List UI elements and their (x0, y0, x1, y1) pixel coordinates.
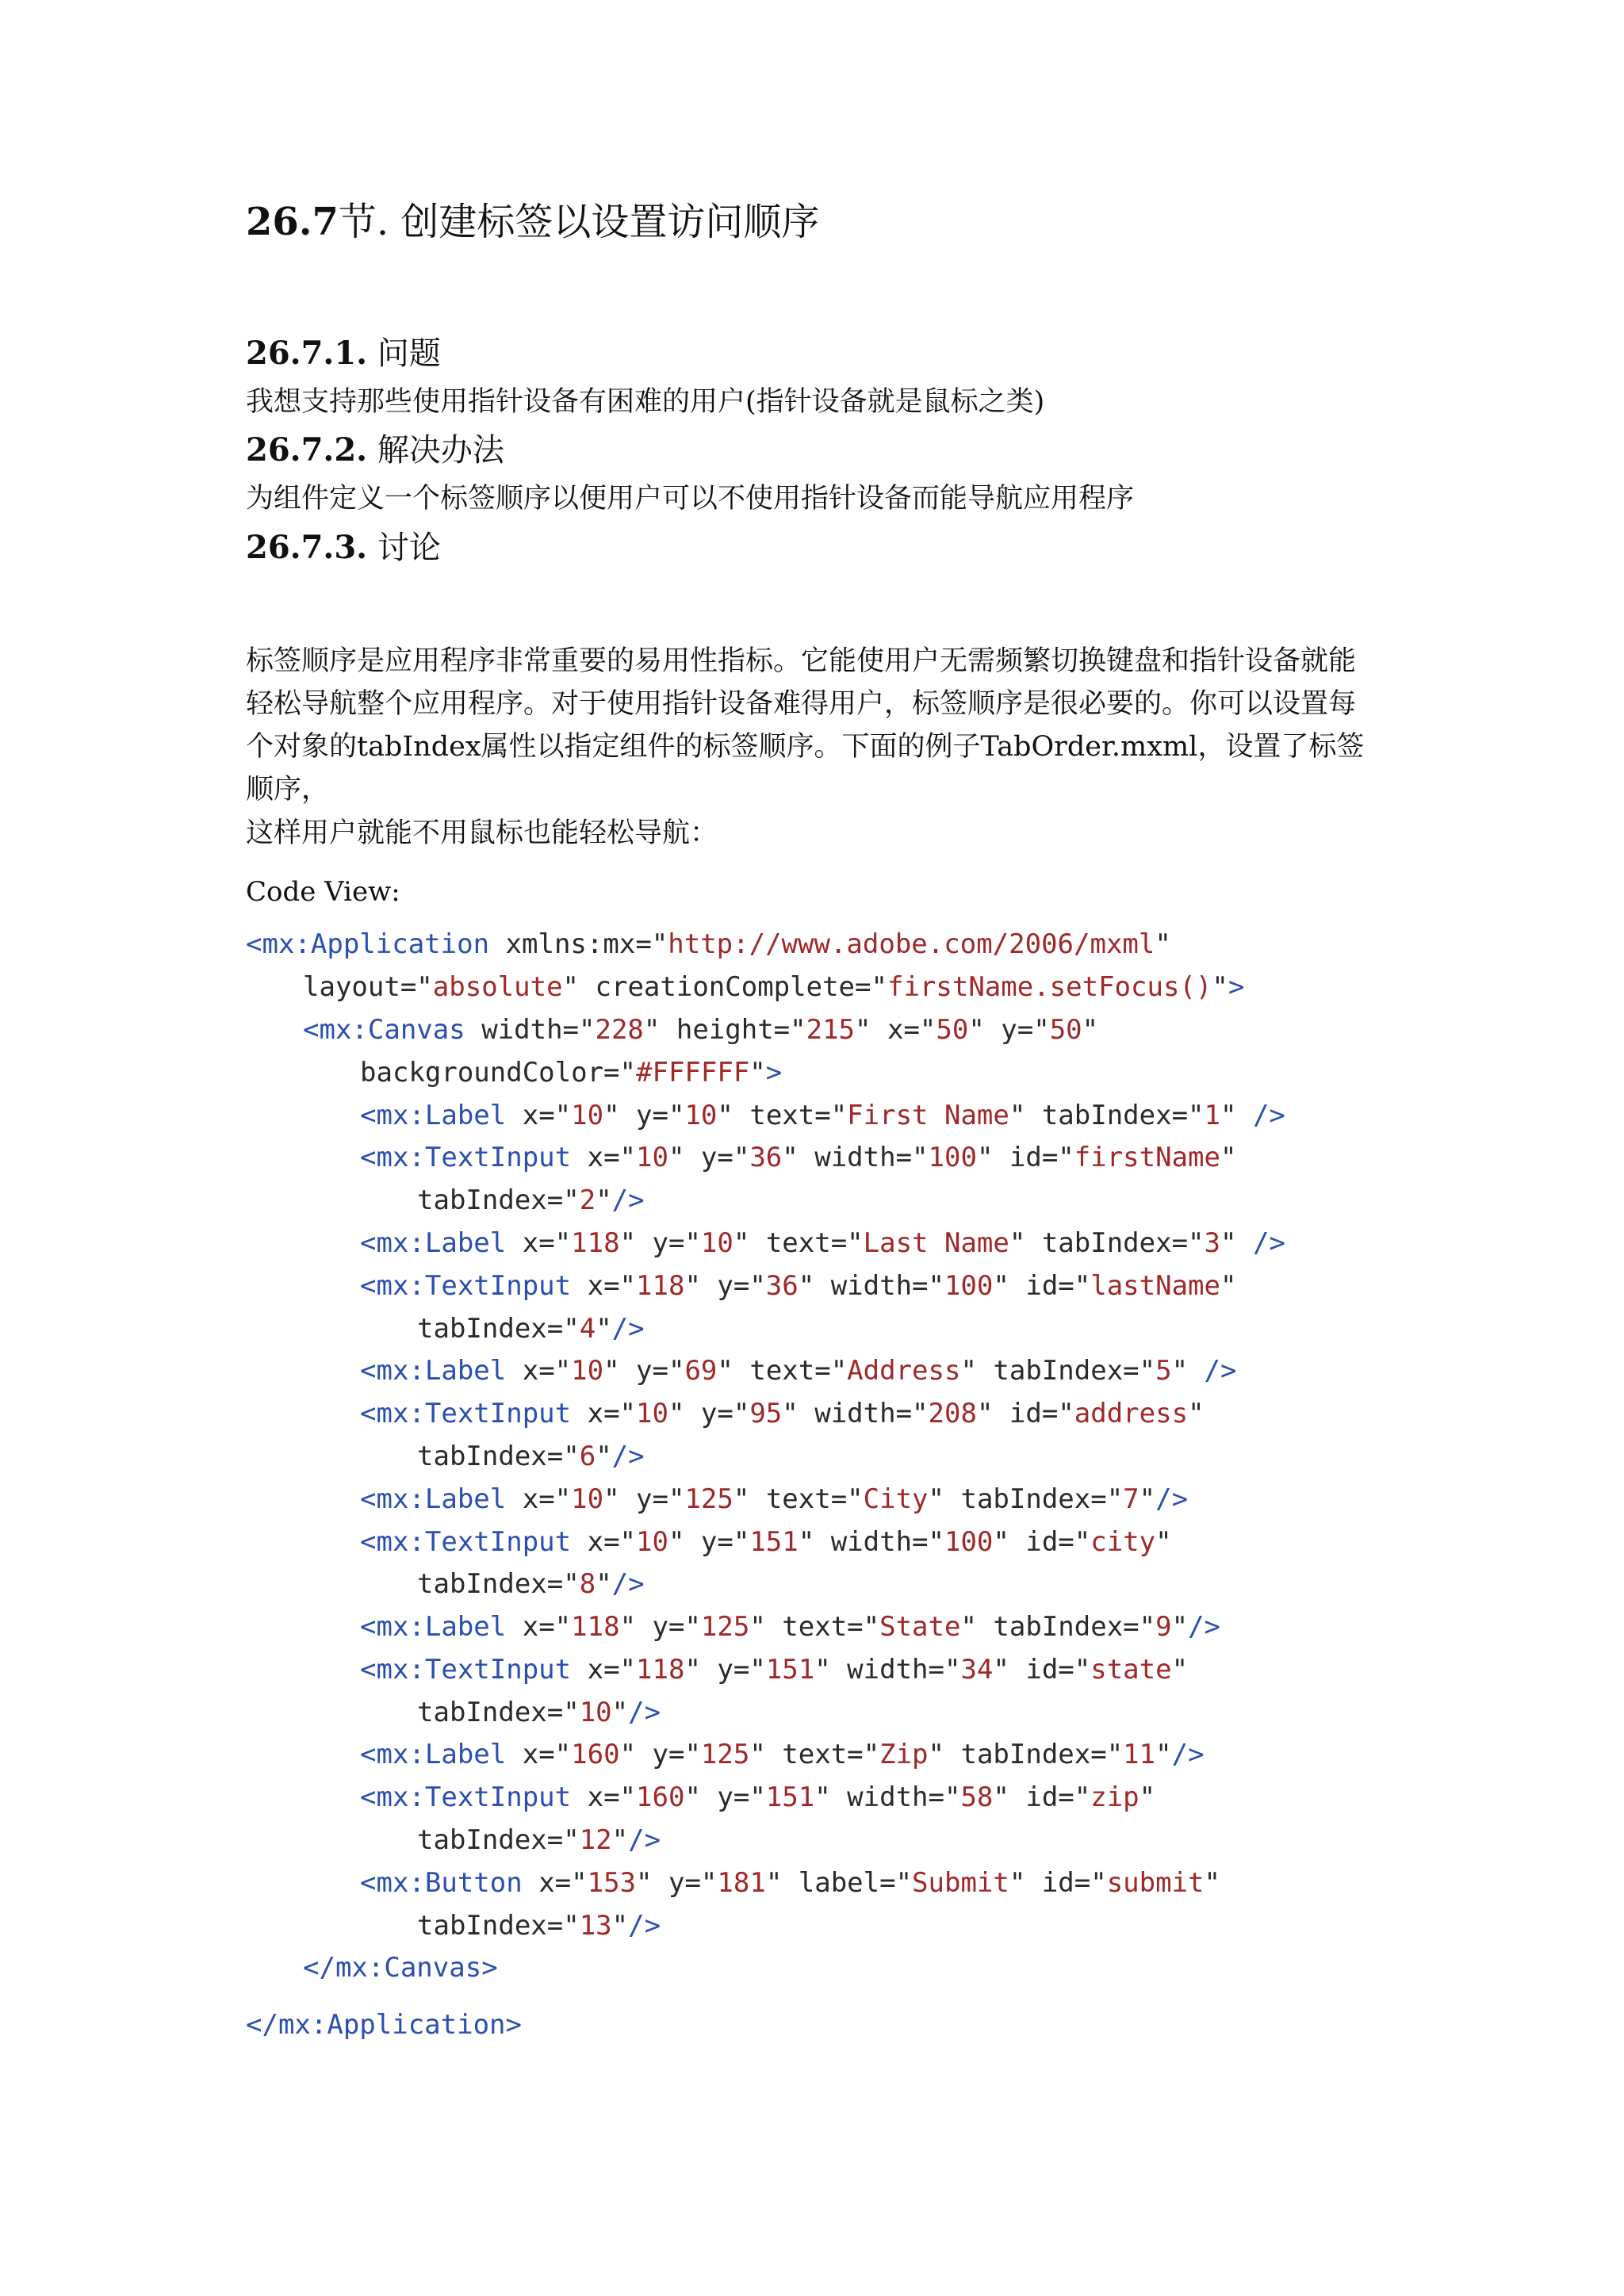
code-listing (246, 924, 1388, 2047)
code-line: tabIndex="6"/> (417, 1440, 645, 1472)
discussion-number: 26.7.3. (246, 528, 368, 566)
problem-text: 我想支持那些使用指针设备有困难的用户(指针设备就是鼠标之类) (246, 386, 1045, 418)
discussion-line: 这样用户就能不用鼠标也能轻松导航： (246, 817, 718, 849)
code-line: backgroundColor="#FFFFFF"> (360, 1056, 783, 1089)
solution-text: 为组件定义一个标签顺序以便用户可以不使用指针设备而能导航应用程序 (246, 483, 1135, 515)
problem-heading (246, 333, 1388, 374)
discussion-line: 标签顺序是应用程序非常重要的易用性指标。它能使用户无需频繁切换键盘和指针设备就能 (246, 645, 1357, 677)
code-line: layout="absolute" creationComplete="firstName.setFocus()"> (303, 971, 1245, 1004)
code-line: <mx:TextInput x="118" y="36" width="100" id="lastName" (360, 1269, 1237, 1302)
code-line: <mx:Canvas width="228" height="215" x="50" y="50" (303, 1013, 1099, 1046)
code-line: <mx:Application xmlns:mx="http://www.adobe.com/2006/mxml" (246, 928, 1171, 961)
problem-number: 26.7.1. (246, 335, 368, 372)
solution-heading (246, 430, 1388, 471)
code-line: tabIndex="13"/> (417, 1909, 661, 1942)
code-line: <mx:Label x="160" y="125" text="Zip" tabIndex="11"/> (360, 1739, 1205, 1771)
discussion-line: 轻松导航整个应用程序。对于使用指针设备难得用户，标签顺序是很必要的。你可以设置每 (246, 687, 1357, 720)
code-line: <mx:TextInput x="10" y="95" width="208" id="address" (360, 1398, 1205, 1430)
discussion-paragraph (246, 640, 1388, 855)
code-line: tabIndex="4"/> (417, 1312, 645, 1345)
code-line: <mx:Label x="10" y="125" text="City" tabIndex="7"/> (360, 1483, 1189, 1515)
code-line: <mx:TextInput x="160" y="151" width="58" id="zip" (360, 1781, 1156, 1814)
solution-number: 26.7.2. (246, 431, 368, 469)
code-view-label: Code View: (246, 875, 400, 908)
code-line: tabIndex="10"/> (417, 1696, 661, 1728)
section-number: 26.7 (246, 200, 339, 244)
code-line: <mx:Button x="153" y="181" label="Submit" id="submit" (360, 1866, 1221, 1899)
code-line: <mx:Label x="10" y="10" text="First Name" tabIndex="1" /> (360, 1099, 1285, 1131)
code-line: tabIndex="2"/> (417, 1184, 645, 1217)
code-line: <mx:Label x="118" y="125" text="State" tabIndex="9"/> (360, 1611, 1221, 1644)
code-line: <mx:TextInput x="10" y="151" width="100" id="city" (360, 1525, 1172, 1558)
solution-title: 解决办法 (377, 432, 504, 469)
code-line: tabIndex="8"/> (417, 1568, 645, 1601)
problem-title: 问题 (377, 335, 441, 372)
document-page (246, 198, 1388, 2047)
discussion-heading (246, 527, 1388, 568)
discussion-line: 个对象的tabIndex属性以指定组件的标签顺序。下面的例子TabOrder.mxml，设置了标签顺序， (246, 731, 1365, 806)
section-title-text: 节. 创建标签以设置访问顺序 (338, 200, 820, 244)
code-line: <mx:TextInput x="10" y="36" width="100" id="firstName" (360, 1142, 1237, 1174)
code-line: <mx:Label x="118" y="10" text="Last Name" tabIndex="3" /> (360, 1226, 1285, 1259)
code-line: </mx:Canvas> (303, 1952, 498, 1984)
code-line: <mx:Label x="10" y="69" text="Address" tabIndex="5" /> (360, 1355, 1237, 1387)
section-title (246, 198, 1388, 246)
code-line: <mx:TextInput x="118" y="151" width="34" id="state" (360, 1653, 1189, 1686)
code-line: </mx:Application> (246, 2009, 523, 2042)
code-line: tabIndex="12"/> (417, 1824, 661, 1857)
discussion-title: 讨论 (377, 529, 441, 566)
